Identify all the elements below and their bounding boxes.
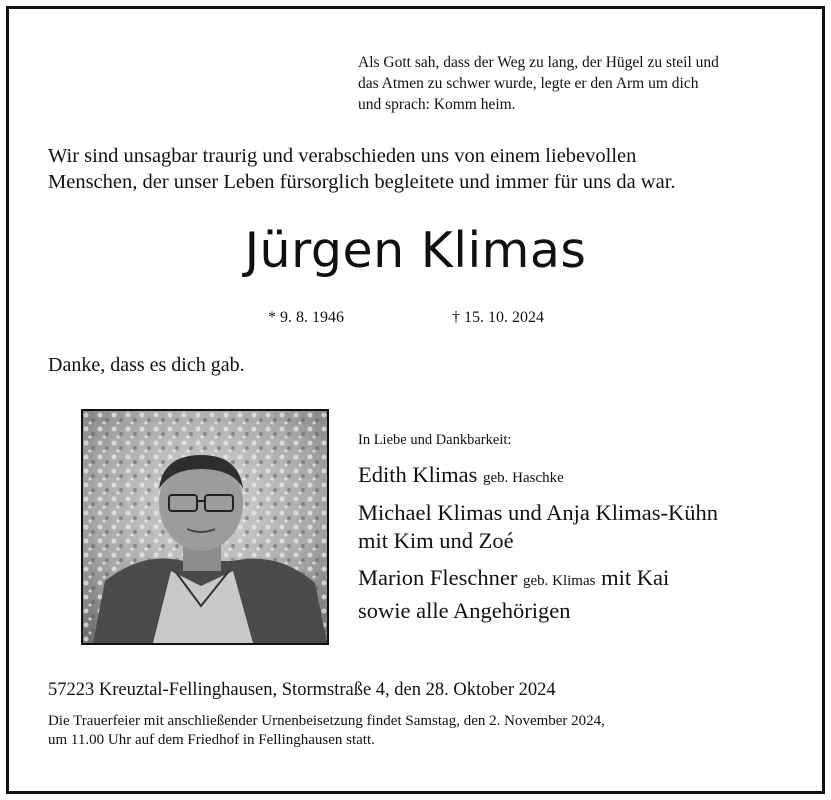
mourner-line: Michael Klimas und Anja Klimas-Kühn <box>358 500 718 525</box>
poem-line: Als Gott sah, dass der Weg zu lang, der Hügel zu steil und <box>358 54 719 71</box>
obituary-frame <box>6 6 825 794</box>
poem-line: und sprach: Komm heim. <box>358 96 516 113</box>
mourner-line: mit Kim und Zoé <box>358 528 514 553</box>
mourner-name: Marion Fleschner <box>358 565 518 590</box>
poem-line: das Atmen zu schwer wurde, legte er den Arm um dich <box>358 75 699 92</box>
mourner-suffix: mit Kai <box>601 565 670 590</box>
intro-line: Wir sind unsagbar traurig und verabschieden uns von einem liebevollen <box>48 145 637 167</box>
mourner-name: Edith Klimas <box>358 462 478 487</box>
poem-quote <box>358 52 798 115</box>
notice-line: um 11.00 Uhr auf dem Friedhof in Fellinghausen statt. <box>48 732 375 748</box>
intro-line: Menschen, der unser Leben fürsorglich begleitete und immer für uns da war. <box>48 171 676 193</box>
mourners-heading: In Liebe und Dankbarkeit: <box>358 432 512 448</box>
portrait-photo <box>81 409 329 645</box>
mourner-michael <box>358 499 718 555</box>
mourner-relatives: sowie alle Angehörigen <box>358 598 571 623</box>
funeral-notice <box>48 712 780 750</box>
mourner-marion <box>358 564 669 595</box>
death-date: † 15. 10. 2024 <box>452 309 544 326</box>
intro-text <box>48 143 788 195</box>
mourner-edith <box>358 461 564 492</box>
birth-date: * 9. 8. 1946 <box>268 309 344 326</box>
portrait-icon <box>83 411 327 643</box>
thanks-line: Danke, dass es dich gab. <box>48 354 245 376</box>
maiden-name: geb. Klimas <box>522 573 596 589</box>
address-line: 57223 Kreuztal-Fellinghausen, Stormstraße 4, den 28. Oktober 2024 <box>48 680 556 700</box>
notice-line: Die Trauerfeier mit anschließender Urnenbeisetzung findet Samstag, den 2. November 2024, <box>48 713 605 729</box>
maiden-name: geb. Haschke <box>483 470 564 486</box>
deceased-name: Jürgen Klimas <box>244 222 587 279</box>
